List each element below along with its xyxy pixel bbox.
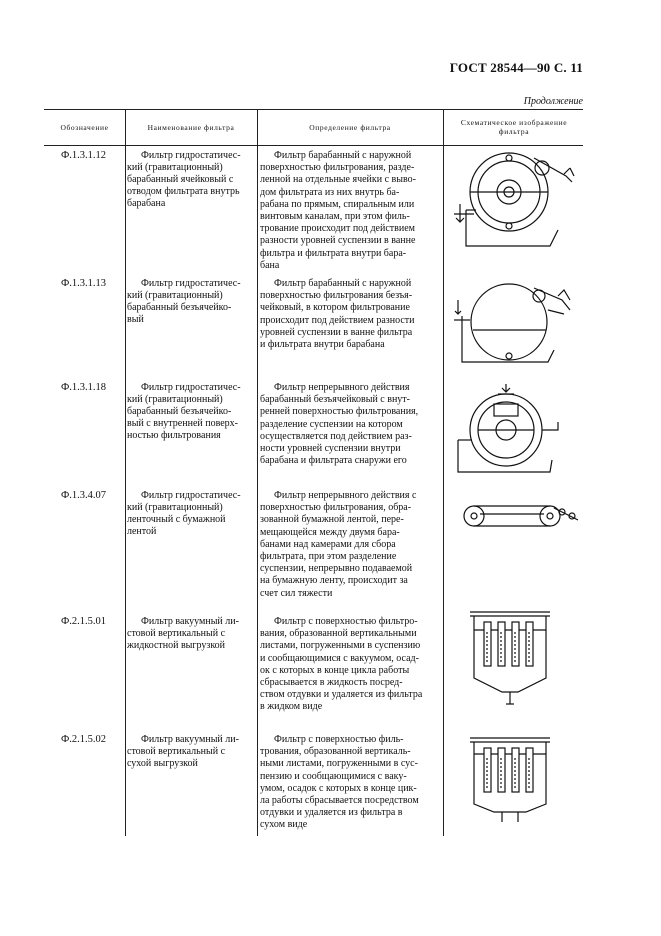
- column-header-definition: Определение фильтра: [309, 122, 391, 132]
- filter-code: Ф.2.1.5.01: [61, 616, 107, 627]
- belt-filter-paper-icon: [454, 502, 584, 547]
- text-line: кий (гравитационный): [127, 502, 223, 513]
- filter-definition: [260, 150, 441, 272]
- leaf-filter-dry-discharge-icon: [454, 734, 584, 831]
- text-line: барабанный ячейковый с: [127, 174, 234, 185]
- drum-filter-cellless-icon: [454, 280, 584, 385]
- text-line: пензию и сообщающимися с ваку-: [260, 770, 407, 782]
- text-line: барабана: [127, 198, 166, 209]
- filter-definition: [260, 382, 441, 467]
- text-line: в жидком виде: [260, 701, 323, 713]
- text-line: Фильтр гидростатичес-: [141, 278, 241, 289]
- filter-code: Ф.1.3.1.13: [61, 278, 107, 289]
- text-line: стовой вертикальный с: [127, 628, 226, 639]
- text-line: Фильтр с поверхностью фильтро-: [274, 616, 418, 627]
- text-line: происходит под действием разности: [260, 314, 415, 326]
- text-line: бана: [260, 259, 280, 271]
- filter-name: [127, 734, 255, 770]
- text-line: трование происходит под действием: [260, 223, 415, 235]
- continuation-label: Продолжение: [523, 96, 583, 107]
- text-line: Фильтр вакуумный ли-: [141, 734, 239, 745]
- text-line: стовой вертикальный с: [127, 746, 226, 757]
- text-line: отводом фильтрата внутрь: [127, 186, 240, 197]
- text-line: мещающейся между двумя бара-: [260, 526, 400, 538]
- text-line: и фильтрата внутри барабана: [260, 339, 385, 351]
- column-header-name: Наименование фильтра: [147, 122, 235, 132]
- text-line: Фильтр гидростатичес-: [141, 490, 241, 501]
- text-line: рабана по прямым, спиральным или: [260, 198, 415, 210]
- filter-code: Ф.1.3.4.07: [61, 490, 107, 501]
- text-line: ла работы сбрасывается посредством: [260, 795, 419, 807]
- text-line: сбрасывается в жидкость посред-: [260, 677, 403, 689]
- text-line: Фильтр с поверхностью филь-: [274, 734, 404, 745]
- text-line: поверхностью фильтрования, разде-: [260, 162, 415, 174]
- text-line: отдувки и удаляется из фильтра в: [260, 807, 403, 819]
- text-line: на бумажную ленту, происходит за: [260, 575, 408, 587]
- text-line: счет сил тяжести: [260, 587, 333, 599]
- text-line: ленной на отдельные ячейки с выво-: [260, 174, 416, 186]
- text-line: фильтра и фильтрата внутри бара-: [260, 247, 407, 259]
- filter-name: [127, 150, 255, 210]
- text-line: барабана и фильтрата снаружи его: [260, 455, 407, 467]
- column-divider: [443, 109, 444, 836]
- filter-name: [127, 490, 255, 538]
- filter-definition: [260, 278, 441, 351]
- text-line: кий (гравитационный): [127, 394, 223, 405]
- text-line: ством отдувки и удаляется из фильтра: [260, 689, 423, 701]
- text-line: Фильтр непрерывного действия: [274, 382, 410, 393]
- leaf-filter-liquid-discharge-icon: [454, 608, 584, 713]
- text-line: и сообщающимися с вакуумом, осад-: [260, 652, 419, 664]
- text-line: зованной бумажной лентой, пере-: [260, 514, 404, 526]
- text-line: Фильтр вакуумный ли-: [141, 616, 239, 627]
- text-line: сухой выгрузкой: [127, 758, 198, 769]
- text-line: поверхностью фильтрования, обра-: [260, 502, 412, 514]
- column-header-code: Обозначение: [60, 122, 109, 132]
- text-line: кий (гравитационный): [127, 162, 223, 173]
- text-line: вания, образованной вертикальными: [260, 628, 417, 640]
- text-line: фильтрата, при этом разделение: [260, 551, 397, 563]
- drum-filter-cellular-icon: [454, 146, 584, 256]
- text-line: ренней поверхностью фильтрования,: [260, 406, 419, 418]
- text-line: суспензии, непрерывно подаваемой: [260, 563, 413, 575]
- text-line: чейковый, в котором фильтрование: [260, 302, 410, 314]
- text-line: сухом виде: [260, 819, 308, 831]
- text-line: барабанный безъячейко-: [127, 406, 232, 417]
- text-line: Фильтр барабанный с наружной: [274, 150, 412, 161]
- text-line: листами, погруженными в суспензию: [260, 640, 421, 652]
- page-header: ГОСТ 28544—90 С. 11: [449, 60, 583, 75]
- text-line: вый: [127, 314, 144, 325]
- text-line: ностью фильтрования: [127, 430, 221, 441]
- filter-code: Ф.1.3.1.12: [61, 150, 107, 161]
- text-line: разделение суспензии на котором: [260, 418, 403, 430]
- text-line: барабанный безъячейко-: [127, 302, 232, 313]
- filter-definition: [260, 734, 441, 832]
- text-line: ок с которых в конце цикла работы: [260, 664, 410, 676]
- text-line: кий (гравитационный): [127, 290, 223, 301]
- text-line: осуществляется под действием раз-: [260, 430, 412, 442]
- text-line: уровней суспензии в ванне фильтра: [260, 326, 413, 338]
- column-divider: [125, 109, 126, 836]
- column-header-schematic: Схематическое изображение фильтра: [460, 118, 568, 136]
- text-line: ленточный с бумажной: [127, 514, 226, 525]
- text-line: винтовым каналам, при этом филь-: [260, 211, 410, 223]
- text-line: дом фильтрата из них внутрь ба-: [260, 186, 400, 198]
- text-line: лентой: [127, 526, 157, 537]
- text-line: жидкостной выгрузкой: [127, 640, 226, 651]
- filter-code: Ф.2.1.5.02: [61, 734, 107, 745]
- text-line: умом, осадок с которых в конце цик-: [260, 782, 417, 794]
- filter-name: [127, 278, 255, 326]
- text-line: разности уровней суспензии в ванне: [260, 235, 416, 247]
- text-line: банами над камерами для сбора: [260, 538, 396, 550]
- text-line: поверхностью фильтрования безъя-: [260, 290, 413, 302]
- filter-definition: [260, 490, 441, 600]
- text-line: ными листами, погруженными в сус-: [260, 758, 418, 770]
- text-line: барабанный безъячейковый с внут-: [260, 394, 411, 406]
- filter-definition: [260, 616, 441, 714]
- filter-name: [127, 382, 255, 442]
- text-line: Фильтр гидростатичес-: [141, 382, 241, 393]
- column-divider: [257, 109, 258, 836]
- text-line: трования, образованной вертикаль-: [260, 746, 411, 758]
- drum-filter-internal-icon: [454, 382, 584, 483]
- text-line: вый с внутренней поверх-: [127, 418, 239, 429]
- filter-name: [127, 616, 255, 652]
- filter-code: Ф.1.3.1.18: [61, 382, 107, 393]
- text-line: Фильтр непрерывного действия с: [274, 490, 417, 501]
- text-line: Фильтр гидростатичес-: [141, 150, 241, 161]
- text-line: Фильтр барабанный с наружной: [274, 278, 412, 289]
- text-line: ности уровней суспензии внутри: [260, 443, 401, 455]
